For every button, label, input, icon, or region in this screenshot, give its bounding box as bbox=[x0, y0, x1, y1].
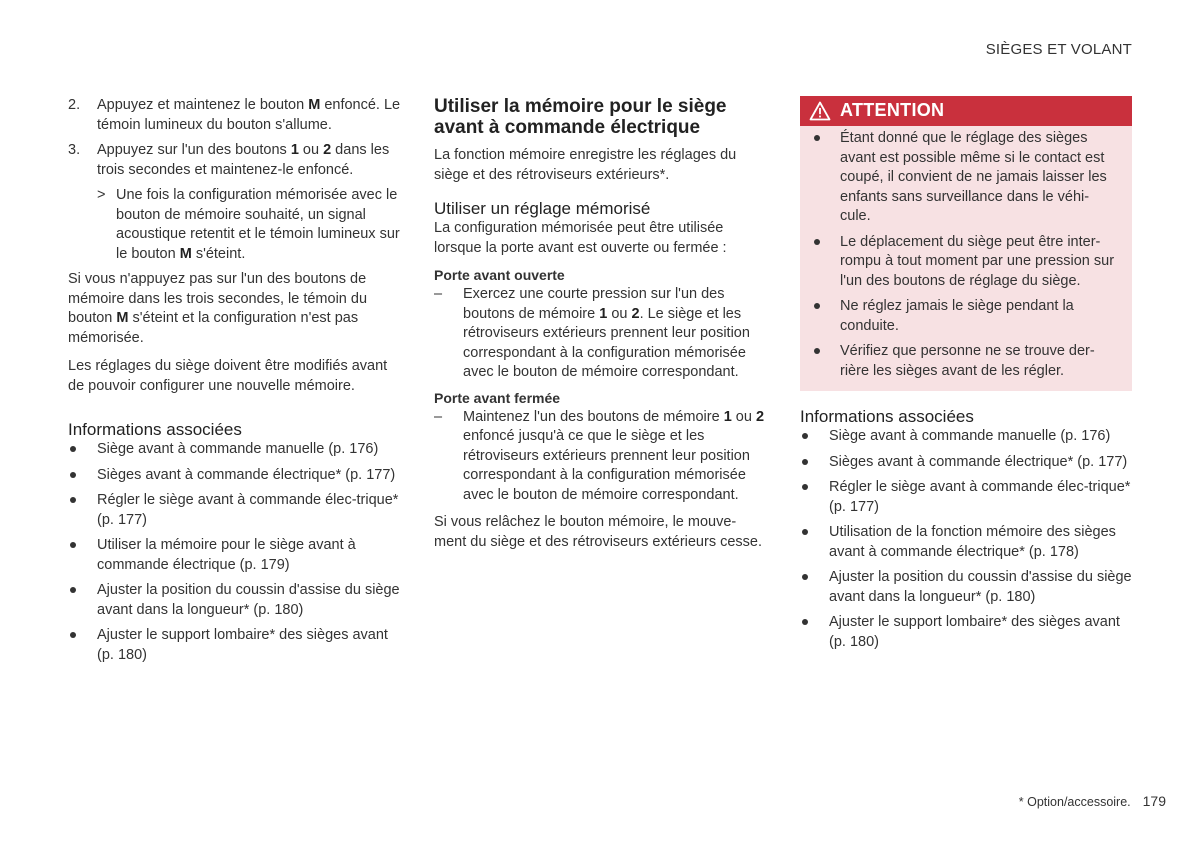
door-closed-step bbox=[434, 408, 768, 506]
dash-icon: – bbox=[434, 286, 443, 302]
related-link-text[interactable]: Sièges avant à commande électrique* (p. 177) bbox=[829, 453, 1128, 470]
related-link-text[interactable]: Régler le siège avant à commande élec-trique* (p. 177) bbox=[97, 492, 399, 528]
related-link[interactable] bbox=[800, 568, 1132, 607]
step-number: 2. bbox=[68, 97, 81, 113]
step-text-part: enfoncé jusqu'à ce que le siège et les rétroviseurs extérieurs prennent leur position correspondant à la configuration mémorisée avec le bouton de mémoire correspondant. bbox=[463, 428, 750, 503]
related-link[interactable] bbox=[800, 613, 1132, 652]
article-title: Utiliser la mémoire pour le siège avant à commande électrique bbox=[434, 96, 727, 138]
warning-item-text: Ne réglez jamais le siège pendant la conduite. bbox=[840, 298, 1074, 334]
paragraph-part: Si vous n'appuyez pas sur l'un des boutons de mémoire dans les trois secondes, le témoin du bouton bbox=[68, 271, 368, 326]
button-key: 2 bbox=[631, 305, 640, 322]
related-links-list bbox=[800, 427, 1132, 652]
bullet-icon bbox=[812, 297, 840, 336]
related-link[interactable] bbox=[68, 491, 402, 530]
door-open-step bbox=[434, 285, 768, 383]
step-number: 3. bbox=[68, 142, 81, 158]
step-2 bbox=[68, 96, 402, 135]
result-text-part: Une fois la configuration mémorisée avec le bouton de mémoire souhaité, un signal acoustique retentit et le témoin lumineux sur le bouton bbox=[116, 187, 400, 262]
related-link[interactable] bbox=[68, 440, 402, 460]
related-info-heading: Informations associées bbox=[68, 420, 242, 439]
related-link[interactable] bbox=[800, 453, 1132, 473]
related-links-list bbox=[68, 440, 402, 665]
bullet-icon bbox=[812, 233, 840, 292]
release-paragraph: Si vous relâchez le bouton mémoire, le mouve-ment du siège et des rétroviseurs extérieurs cesse. bbox=[434, 514, 763, 550]
page-footer bbox=[1019, 792, 1166, 813]
bullet-icon bbox=[800, 453, 829, 473]
door-closed-heading: Porte avant fermée bbox=[434, 389, 561, 406]
paragraph-no-press bbox=[68, 270, 402, 348]
related-link[interactable] bbox=[800, 523, 1132, 562]
subsection-paragraph: La configuration mémorisée peut être utilisée lorsque la porte avant est ouverte ou fermée : bbox=[434, 220, 727, 256]
warning-item-text: Étant donné que le réglage des sièges avant est possible même si le contact est coupé, il convient de ne jamais laisser les enfants sans surveillance dans le véhi-cule. bbox=[840, 130, 1107, 224]
paragraph-modify: Les réglages du siège doivent être modifiés avant de pouvoir configurer une nouvelle mémoire. bbox=[68, 358, 388, 394]
related-link-text[interactable]: Ajuster la position du coussin d'assise du siège avant dans la longueur* (p. 180) bbox=[829, 569, 1132, 605]
column-middle bbox=[434, 96, 768, 561]
result-arrow-icon: > bbox=[97, 187, 106, 203]
warning-title: ATTENTION bbox=[840, 100, 945, 121]
column-left bbox=[68, 96, 402, 671]
button-key: 2 bbox=[755, 408, 765, 425]
warning-triangle-icon bbox=[800, 96, 840, 126]
related-link-text[interactable]: Siège avant à commande manuelle (p. 176) bbox=[829, 428, 1111, 444]
related-link[interactable] bbox=[800, 427, 1132, 447]
dash-icon: – bbox=[434, 408, 443, 425]
button-key: M bbox=[308, 97, 321, 113]
warning-item-text: Vérifiez que personne ne se trouve der-rière les sièges avant de les régler. bbox=[840, 343, 1095, 379]
bullet-icon bbox=[68, 581, 97, 620]
step-text bbox=[97, 141, 402, 180]
related-link-text[interactable]: Sièges avant à commande électrique* (p. 177) bbox=[97, 466, 396, 483]
page-number: 179 bbox=[1142, 793, 1166, 809]
related-link[interactable] bbox=[68, 581, 402, 620]
bullet-icon bbox=[800, 568, 829, 607]
related-link-text[interactable]: Utiliser la mémoire pour le siège avant à commande électrique (p. 179) bbox=[97, 537, 356, 573]
related-link-text[interactable]: Siège avant à commande manuelle (p. 176) bbox=[97, 441, 379, 457]
step-result bbox=[97, 186, 402, 264]
option-footnote: * Option/accessoire. bbox=[1018, 795, 1131, 809]
button-key: 1 bbox=[599, 305, 608, 322]
warning-list bbox=[800, 126, 1132, 381]
bullet-icon bbox=[68, 536, 97, 575]
bullet-icon bbox=[812, 342, 840, 381]
subsection-title: Utiliser un réglage mémorisé bbox=[434, 199, 651, 218]
bullet-icon bbox=[68, 626, 97, 665]
result-text bbox=[116, 186, 402, 264]
step-3 bbox=[68, 141, 402, 180]
warning-header bbox=[800, 96, 1132, 126]
warning-box bbox=[800, 96, 1132, 391]
bullet-icon bbox=[68, 466, 97, 486]
section-header: SIÈGES ET VOLANT bbox=[985, 41, 1132, 58]
related-link-text[interactable]: Ajuster le support lombaire* des sièges avant (p. 180) bbox=[97, 627, 388, 663]
bullet-icon bbox=[800, 523, 829, 562]
step-text-part: Appuyez et maintenez le bouton bbox=[97, 97, 309, 113]
column-right bbox=[800, 96, 1132, 658]
warning-item bbox=[812, 297, 1118, 336]
result-text-part: s'éteint. bbox=[191, 245, 246, 262]
related-link-text[interactable]: Utilisation de la fonction mémoire des sièges avant à commande électrique* (p. 178) bbox=[829, 524, 1116, 560]
step-text-part: ou bbox=[298, 142, 324, 158]
button-key: M bbox=[116, 310, 129, 326]
warning-item bbox=[812, 233, 1118, 292]
paragraph-part: s'éteint et la configuration n'est pas mémorisée. bbox=[68, 310, 359, 346]
step-text-part: Appuyez sur l'un des boutons bbox=[97, 142, 291, 158]
step-text-part: dans les trois secondes et maintenez-le enfoncé. bbox=[97, 142, 390, 178]
step-text-part: ou bbox=[607, 305, 632, 322]
button-key: 1 bbox=[290, 142, 299, 158]
related-link-text[interactable]: Ajuster la position du coussin d'assise du siège avant dans la longueur* (p. 180) bbox=[97, 582, 400, 618]
step-text-part: Exercez une courte pression sur l'un des boutons de mémoire bbox=[463, 286, 725, 322]
step-text-part: ou bbox=[731, 408, 756, 425]
warning-item bbox=[812, 129, 1118, 227]
button-key: 1 bbox=[723, 408, 732, 425]
related-link-text[interactable]: Régler le siège avant à commande élec-trique* (p. 177) bbox=[829, 479, 1131, 515]
bullet-icon bbox=[68, 491, 97, 530]
step-text bbox=[463, 285, 768, 383]
bullet-icon bbox=[800, 478, 829, 517]
bullet-icon bbox=[812, 129, 840, 227]
step-text-part: . Le siège et les rétroviseurs extérieurs prennent leur position correspondant à la configuration mémorisée avec le bouton de mémoire correspondant. bbox=[463, 305, 750, 380]
step-text bbox=[463, 408, 768, 506]
related-link[interactable] bbox=[68, 626, 402, 665]
bullet-icon bbox=[68, 440, 97, 460]
bullet-icon bbox=[800, 427, 829, 447]
button-key: 2 bbox=[323, 142, 332, 158]
door-open-heading: Porte avant ouverte bbox=[434, 267, 565, 283]
step-text-part: Maintenez l'un des boutons de mémoire bbox=[463, 408, 724, 425]
warning-item-text: Le déplacement du siège peut être inter-rompu à tout moment par une pression sur l'un des boutons de réglage du siège. bbox=[840, 233, 1115, 289]
step-text bbox=[97, 96, 402, 135]
article-intro: La fonction mémoire enregistre les réglages du siège et des rétroviseurs extérieurs*. bbox=[434, 147, 737, 183]
related-info-heading: Informations associées bbox=[800, 407, 974, 426]
button-key: M bbox=[179, 245, 192, 262]
related-link-text[interactable]: Ajuster le support lombaire* des sièges avant (p. 180) bbox=[829, 614, 1120, 650]
step-text-part: enfoncé. Le témoin lumineux du bouton s'allume. bbox=[97, 97, 401, 133]
related-link[interactable] bbox=[800, 478, 1132, 517]
bullet-icon bbox=[800, 613, 829, 652]
related-link[interactable] bbox=[68, 536, 402, 575]
warning-item bbox=[812, 342, 1118, 381]
related-link[interactable] bbox=[68, 466, 402, 486]
